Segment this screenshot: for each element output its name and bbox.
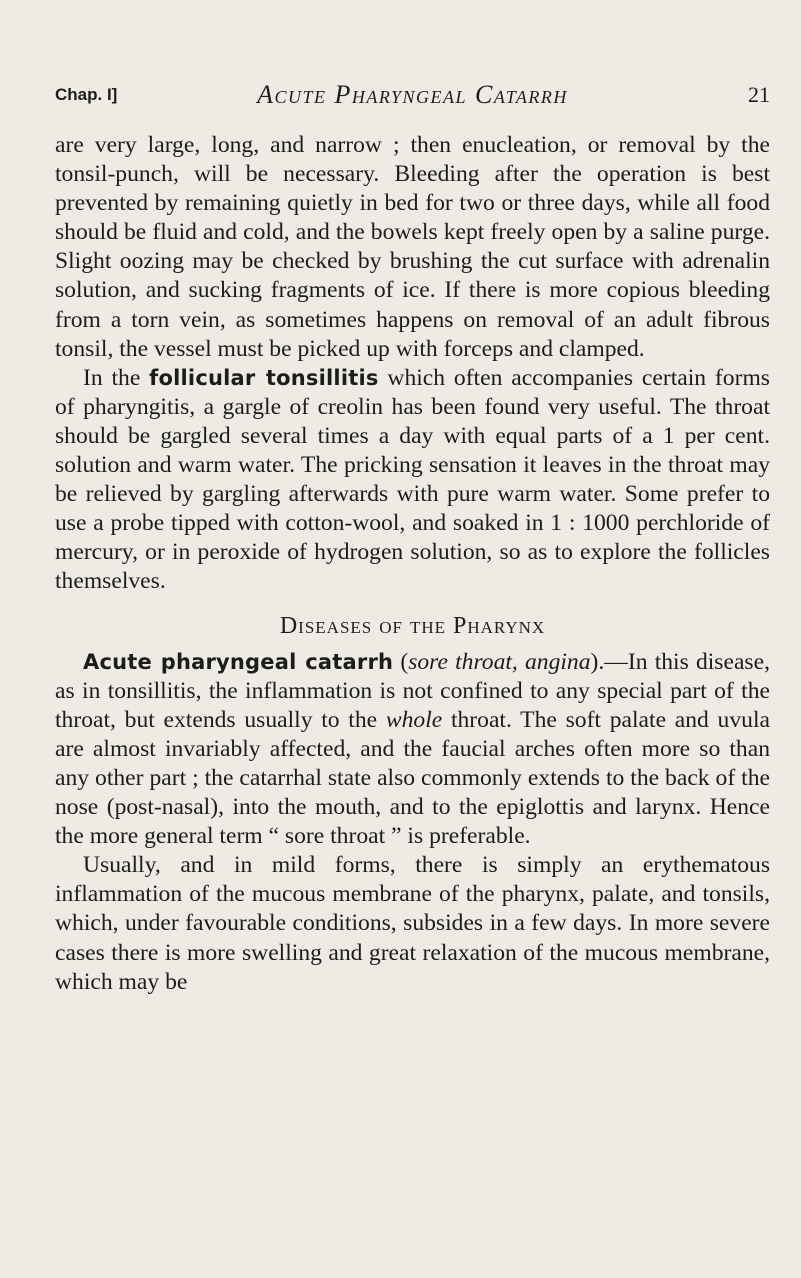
paragraph-text: throat. The soft palate and uvula are almost invariably affected, and the faucial arches often more so than any other part ; the catarrhal state also commonly extends to the back of the nose (post-nasal), into the mouth, and to the epiglottis and larynx. Hence the more general term “ sore throat ” is preferable. (55, 706, 770, 850)
chapter-label: Chap. I] (55, 85, 118, 104)
italic-synonyms: sore throat, angina (408, 648, 591, 675)
close-paren: ). (590, 648, 605, 675)
paragraph-text: which often accompanies certain forms of pharyngitis, a gargle of creolin has been found very useful. The throat should be gargled several times a day with equal parts of a 1 per cent. solution and warm water. The pricking sensation it leaves in the throat may be relieved by gargling afterwards with pure warm water. Some prefer to use a probe tipped with cotton-wool, and soaked in 1 : 1000 perchloride of mercury, or in peroxide of hydrogen solution, so as to explore the follicles themselves. (55, 364, 770, 595)
open-paren: ( (400, 648, 409, 675)
body-text (55, 131, 770, 997)
page-number: 21 (748, 82, 770, 107)
paragraph-acute-pharyngeal-catarrh (55, 648, 770, 852)
paragraph-follicular-tonsillitis (55, 364, 770, 597)
running-title: Acute Pharyngeal Catarrh (257, 80, 568, 109)
paragraph-lead-text: In the (83, 364, 141, 391)
section-heading: Diseases of the Pharynx (279, 612, 546, 639)
page-header (55, 80, 770, 112)
italic-emphasis-whole: whole (385, 706, 443, 733)
paragraph-usually: Usually, and in mild forms, there is simply an erythematous inflammation of the mucous membrane of the pharynx, palate, and tonsils, which, under favourable conditions, subsides in a few days. In more severe cases there is more swelling and great relaxation of the mucous membrane, which may be (55, 852, 770, 995)
bold-term-acute-pharyngeal-catarrh: Acute pharyngeal catarrh (83, 649, 394, 674)
paragraph-continuation: are very large, long, and narrow ; then enucleation, or removal by the tonsil-punch, will be necessary. Bleeding after the operation is best prevented by remaining quietly in bed for two or three days, while all food should be fluid and cold, and the bowels kept freely open by a saline purge. Slight oozing may be checked by brushing the cut surface with adrenalin solution, and sucking fragments of ice. If there is more copious bleeding from a torn vein, as sometimes happens on removal of an adult fibrous tonsil, the vessel must be picked up with forceps and clamped. (55, 132, 770, 362)
bold-term-follicular-tonsillitis: follicular tonsillitis (149, 365, 379, 390)
paragraph-text: —In this disease, as in tonsillitis, the inflammation is not confined to any special part of the throat, but extends usually to the (55, 648, 770, 733)
